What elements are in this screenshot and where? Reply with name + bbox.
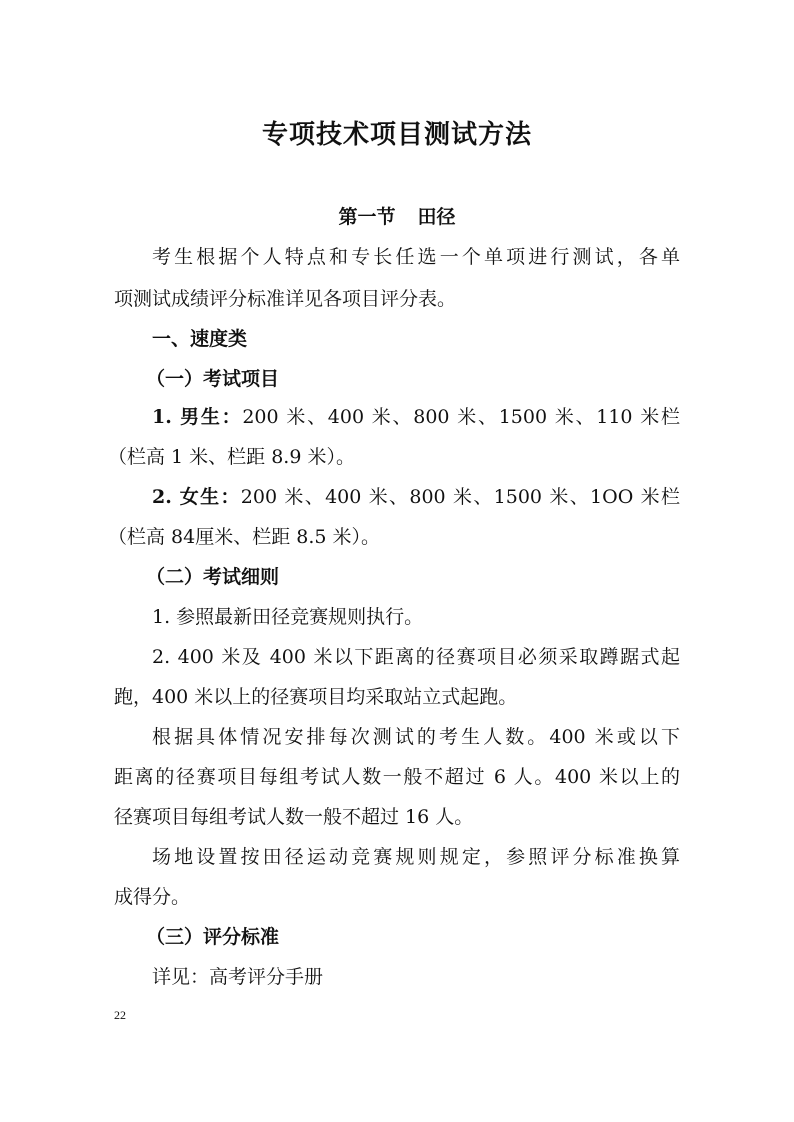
- page-number: 22: [114, 1008, 126, 1022]
- section-name: 田径: [417, 206, 456, 228]
- male-line-1: [152, 403, 680, 431]
- subheading-exam-items: （一）考试项目: [146, 368, 280, 390]
- para-2-line-1: 场地设置按田径运动竞赛规则规定，参照评分标准换算: [152, 846, 680, 868]
- section-number: 第一节: [338, 206, 396, 228]
- female-line-2: （栏高 84厘米、栏距 8.5 米）。: [108, 526, 381, 548]
- subheading-scoring: （三）评分标准: [146, 926, 280, 948]
- page-title: 专项技术项目测试方法: [261, 120, 532, 150]
- intro-line-2: 项测试成绩评分标准详见各项目评分表。: [114, 288, 457, 310]
- para-1-line-2: 距离的径赛项目每组考试人数一般不超过 6 人。400 米以上的: [114, 766, 680, 788]
- female-line-1: [152, 483, 680, 511]
- para-1-line-1: 根据具体情况安排每次测试的考生人数。400 米或以下: [152, 726, 680, 748]
- heading-speed: 一、速度类: [152, 328, 248, 350]
- detail-line: 详见：高考评分手册: [152, 966, 324, 988]
- rule-2-line-2: 跑，400 米以上的径赛项目均采取站立式起跑。: [114, 686, 518, 708]
- male-line-2: （栏高 1 米、栏距 8.9 米）。: [108, 446, 355, 468]
- para-2-line-2: 成得分。: [114, 886, 191, 908]
- male-label: 1. 男生：: [152, 406, 243, 428]
- female-events: 200 米、400 米、800 米、1500 米、1OO 米栏: [240, 486, 681, 508]
- section-title: [0, 202, 794, 229]
- rule-1: 1. 参照最新田径竞赛规则执行。: [152, 606, 424, 628]
- intro-line-1: 考生根据个人特点和专长任选一个单项进行测试，各单: [152, 246, 680, 268]
- subheading-exam-rules: （二）考试细则: [146, 566, 280, 588]
- female-label: 2. 女生：: [152, 486, 241, 508]
- para-1-line-3: 径赛项目每组考试人数一般不超过 16 人。: [114, 806, 474, 828]
- rule-2-line-1: 2. 400 米及 400 米以下距离的径赛项目必须采取蹲踞式起: [152, 646, 680, 668]
- male-events: 200 米、400 米、800 米、1500 米、110 米栏: [242, 406, 680, 428]
